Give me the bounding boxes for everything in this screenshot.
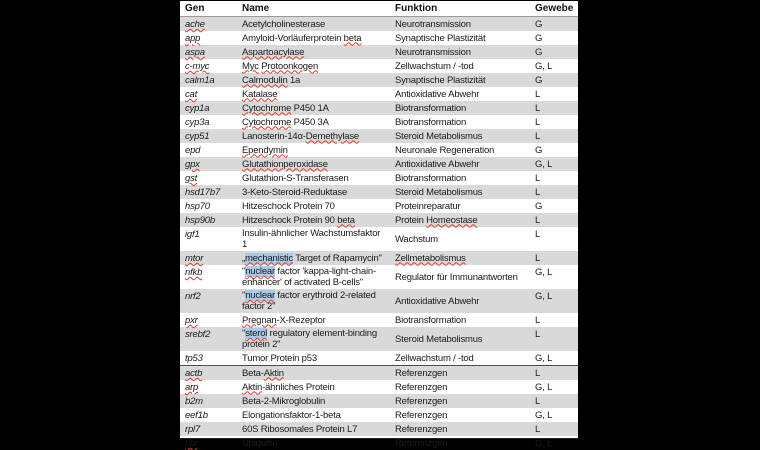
- gene-name-text: Ependymin: [242, 145, 288, 156]
- table-row: [180, 59, 578, 73]
- gene-symbol: hsp70: [185, 201, 210, 212]
- table-row: [180, 213, 578, 227]
- gene-name-text: Tumor Protein p53: [242, 353, 317, 364]
- function-text: Regulator für Immunantworten: [395, 272, 518, 283]
- function-cell: [390, 422, 530, 436]
- gene-name-cell: [237, 422, 390, 436]
- function-cell: [390, 436, 530, 450]
- gene-symbol: mtor: [185, 253, 203, 264]
- function-cell: [390, 251, 530, 265]
- gene-name-text: Aktin: [242, 382, 262, 393]
- table-row: [180, 408, 578, 422]
- gene-symbol-cell: [180, 185, 237, 199]
- function-text: Antioxidative Abwehr: [395, 89, 479, 100]
- table-row: [180, 366, 578, 381]
- function-cell: [390, 199, 530, 213]
- table-row: [180, 129, 578, 143]
- tissue-cell: G, L: [530, 436, 578, 450]
- function-text: Referenzgen: [395, 410, 447, 421]
- gene-symbol: cyp51: [185, 131, 209, 142]
- function-cell: [390, 213, 530, 227]
- table-row: [180, 157, 578, 171]
- gene-symbol: igf1: [185, 229, 200, 240]
- gene-symbol: srebf2: [185, 329, 210, 340]
- table-row: [180, 351, 578, 366]
- table-row: [180, 171, 578, 185]
- function-cell: [390, 101, 530, 115]
- gene-name-cell: [237, 129, 390, 143]
- tissue-cell: G, L: [530, 157, 578, 171]
- table-row: [180, 73, 578, 87]
- function-text: Referenzgen: [395, 396, 447, 407]
- gene-name-text: beta: [344, 33, 362, 44]
- function-text: Referenzgen: [395, 368, 447, 379]
- gene-symbol-cell: [180, 436, 237, 450]
- gene-name-cell: [237, 171, 390, 185]
- gene-name-cell: [237, 289, 390, 313]
- gene-symbol-cell: [180, 199, 237, 213]
- gene-name-text: „: [242, 253, 245, 264]
- function-text: Antioxidative Abwehr: [395, 296, 479, 307]
- gene-symbol: hsd17b7: [185, 187, 220, 198]
- gene-name-text: Aktin: [264, 368, 284, 379]
- gene-name-text: Acetylcholinesterase: [242, 19, 325, 30]
- tissue-cell: L: [530, 101, 578, 115]
- function-cell: [390, 17, 530, 32]
- gene-symbol: pxr: [185, 315, 198, 326]
- gene-symbol: hsp90b: [185, 215, 215, 226]
- gene-name-text: Protoonkogen: [261, 61, 318, 72]
- gene-symbol: actb: [185, 368, 202, 379]
- gene-name-cell: [237, 408, 390, 422]
- gene-symbol-cell: [180, 31, 237, 45]
- table-row: [180, 87, 578, 101]
- gene-name-cell: [237, 351, 390, 366]
- gene-symbol-cell: [180, 45, 237, 59]
- tissue-cell: G, L: [530, 351, 578, 366]
- function-cell: [390, 73, 530, 87]
- function-cell: [390, 227, 530, 251]
- table-row: [180, 265, 578, 289]
- highlighted-term: mechanistic: [245, 253, 293, 264]
- table-row: [180, 227, 578, 251]
- gene-name-cell: [237, 213, 390, 227]
- function-text: Synaptische Plastizität: [395, 75, 485, 86]
- function-cell: [390, 87, 530, 101]
- gene-name-text: ": [242, 266, 245, 277]
- gene-symbol: cyp3a: [185, 117, 209, 128]
- function-text: Zellwachstum / -tod: [395, 353, 474, 364]
- gene-symbol: cat: [185, 89, 197, 100]
- gene-name-cell: [237, 313, 390, 327]
- function-cell: [390, 394, 530, 408]
- gene-symbol-cell: [180, 251, 237, 265]
- table-row: [180, 436, 578, 450]
- function-text: Synaptische Plastizität: [395, 33, 485, 44]
- function-text: Steroid Metabolismus: [395, 187, 482, 198]
- function-text: Neuronale Regeneration: [395, 145, 494, 156]
- gene-symbol: calm1a: [185, 75, 214, 86]
- function-cell: [390, 380, 530, 394]
- function-cell: [390, 366, 530, 381]
- tissue-cell: G: [530, 73, 578, 87]
- column-header-gen: Gen: [180, 1, 237, 17]
- gene-name-text: 1a: [288, 75, 301, 86]
- function-text: Biotransformation: [395, 315, 466, 326]
- function-cell: [390, 408, 530, 422]
- gene-symbol-cell: [180, 366, 237, 381]
- gene-name-text: beta: [337, 215, 355, 226]
- gene-symbol-cell: [180, 17, 237, 32]
- gene-name-cell: [237, 251, 390, 265]
- gene-name-cell: [237, 45, 390, 59]
- tissue-cell: L: [530, 394, 578, 408]
- function-cell: [390, 171, 530, 185]
- gene-symbol-cell: [180, 115, 237, 129]
- table-header-row: [180, 1, 578, 17]
- function-cell: [390, 59, 530, 73]
- table-row: [180, 313, 578, 327]
- table-row: [180, 101, 578, 115]
- gene-symbol: eef1b: [185, 410, 208, 421]
- function-text: Homeostase: [426, 215, 477, 226]
- tissue-cell: L: [530, 366, 578, 381]
- function-text: Zellmetabolismus: [395, 253, 466, 264]
- gene-name-cell: [237, 199, 390, 213]
- tissue-cell: G, L: [530, 59, 578, 73]
- gene-symbol-cell: [180, 101, 237, 115]
- gene-name-cell: [237, 59, 390, 73]
- tissue-cell: G: [530, 45, 578, 59]
- gene-symbol: rpl7: [185, 424, 200, 435]
- function-text: Biotransformation: [395, 117, 466, 128]
- table-row: [180, 185, 578, 199]
- gene-symbol: nrf2: [185, 291, 201, 302]
- gene-name-text: Beta-: [242, 368, 264, 379]
- gene-symbol: arp: [185, 382, 198, 393]
- gene-name-text: Ubiquitin: [242, 438, 277, 449]
- gene-name-cell: [237, 394, 390, 408]
- tissue-cell: G, L: [530, 408, 578, 422]
- column-header-name: Name: [237, 1, 390, 17]
- function-text: Referenzgen: [395, 382, 447, 393]
- gene-name-cell: [237, 101, 390, 115]
- tissue-cell: G: [530, 199, 578, 213]
- gene-name-text: Katalase: [242, 89, 277, 100]
- table-row: [180, 394, 578, 408]
- column-header-gewebe: Gewebe: [530, 1, 578, 17]
- gene-name-text: Cytochrome: [242, 103, 291, 114]
- gene-name-cell: [237, 73, 390, 87]
- gene-name-text: regulatory element-binding protein 2": [242, 328, 377, 350]
- gene-name-text: Pregnan: [242, 315, 277, 326]
- gene-name-cell: [237, 327, 390, 351]
- tissue-cell: L: [530, 115, 578, 129]
- gene-symbol-cell: [180, 422, 237, 436]
- gene-name-cell: [237, 366, 390, 381]
- gene-symbol-cell: [180, 408, 237, 422]
- column-header-funktion: Funktion: [390, 1, 530, 17]
- highlighted-term: nuclear: [245, 266, 275, 277]
- function-text: Proteinreparatur: [395, 201, 460, 212]
- function-cell: [390, 45, 530, 59]
- tissue-cell: G: [530, 17, 578, 32]
- function-text: Referenzgen: [395, 424, 447, 435]
- gene-name-text: factor 'kappa-light-chain-enhancer' of activated B-cells": [242, 266, 376, 288]
- gene-symbol-cell: [180, 289, 237, 313]
- gene-name-cell: [237, 143, 390, 157]
- function-text: Wachstum: [395, 234, 438, 245]
- table-row: [180, 17, 578, 32]
- tissue-cell: G: [530, 31, 578, 45]
- table-row: [180, 143, 578, 157]
- gene-name-text: -ähnliches Protein: [262, 382, 334, 393]
- function-text: Biotransformation: [395, 173, 466, 184]
- gene-name-text: Aspartoacylase: [242, 47, 304, 58]
- table-row: [180, 199, 578, 213]
- gene-table-body: [180, 17, 578, 450]
- function-cell: [390, 313, 530, 327]
- gene-symbol: gpx: [185, 159, 200, 170]
- tissue-cell: L: [530, 185, 578, 199]
- table-row: [180, 115, 578, 129]
- gene-symbol-cell: [180, 59, 237, 73]
- gene-name-cell: [237, 227, 390, 251]
- tissue-cell: G, L: [530, 289, 578, 313]
- gene-name-text: P450 3A: [291, 117, 329, 128]
- function-text: Neurotransmission: [395, 47, 471, 58]
- table-row: [180, 289, 578, 313]
- gene-name-text: Lanosterin-14α-: [242, 131, 306, 142]
- gene-symbol-cell: [180, 171, 237, 185]
- gene-symbol-cell: [180, 157, 237, 171]
- function-cell: [390, 31, 530, 45]
- function-text: Referenzgen: [395, 438, 447, 449]
- highlighted-term: sterol: [245, 328, 267, 339]
- gene-name-text: Glutathion-S-Transferasen: [242, 173, 349, 184]
- gene-symbol: nfkb: [185, 267, 202, 278]
- table-row: [180, 45, 578, 59]
- gene-name-text: Cytochrome: [242, 117, 291, 128]
- gene-symbol-cell: [180, 129, 237, 143]
- tissue-cell: L: [530, 422, 578, 436]
- gene-symbol: app: [185, 33, 200, 44]
- gene-name-text: P450 1A: [291, 103, 329, 114]
- gene-symbol-cell: [180, 380, 237, 394]
- gene-symbol: cyp1a: [185, 103, 209, 114]
- document-page: [180, 0, 578, 439]
- gene-symbol-cell: [180, 213, 237, 227]
- gene-name-cell: [237, 87, 390, 101]
- gene-name-text: Hitzeschock Protein 70: [242, 201, 335, 212]
- gene-symbol: b2m: [185, 396, 203, 407]
- function-cell: [390, 327, 530, 351]
- gene-symbol-cell: [180, 351, 237, 366]
- highlighted-term: nuclear: [245, 290, 275, 301]
- gene-name-cell: [237, 115, 390, 129]
- function-cell: [390, 185, 530, 199]
- gene-symbol: ache: [185, 19, 205, 30]
- gene-symbol: c-myc: [185, 61, 209, 72]
- gene-table: [180, 1, 578, 450]
- function-text: Biotransformation: [395, 103, 466, 114]
- function-text: Antioxidative Abwehr: [395, 159, 479, 170]
- tissue-cell: L: [530, 327, 578, 351]
- tissue-cell: L: [530, 129, 578, 143]
- tissue-cell: L: [530, 227, 578, 251]
- gene-name-text: Demethylase: [306, 131, 359, 142]
- gene-name-text: Hitzeschock Protein 90: [242, 215, 337, 226]
- function-text: Steroid Metabolismus: [395, 334, 482, 345]
- gene-name-text: factor erythroid 2-related factor 2": [242, 290, 376, 312]
- tissue-cell: L: [530, 213, 578, 227]
- gene-symbol-cell: [180, 143, 237, 157]
- gene-symbol: aspa: [185, 47, 205, 58]
- gene-name-text: Beta-2-Mikroglobulin: [242, 396, 325, 407]
- gene-symbol-cell: [180, 394, 237, 408]
- gene-name-text: ": [242, 290, 245, 301]
- gene-name-text: ": [242, 328, 245, 339]
- gene-name-cell: [237, 436, 390, 450]
- gene-symbol-cell: [180, 265, 237, 289]
- tissue-cell: L: [530, 313, 578, 327]
- gene-symbol: tp53: [185, 353, 203, 364]
- tissue-cell: L: [530, 87, 578, 101]
- table-row: [180, 251, 578, 265]
- gene-symbol-cell: [180, 87, 237, 101]
- gene-symbol: gst: [185, 173, 197, 184]
- gene-name-text: 3-Keto-Steroid-Reduktase: [242, 187, 347, 198]
- function-cell: [390, 265, 530, 289]
- gene-name-text: 60S Ribosomales Protein L7: [242, 424, 357, 435]
- tissue-cell: L: [530, 251, 578, 265]
- gene-symbol-cell: [180, 313, 237, 327]
- function-text: Neurotransmission: [395, 19, 471, 30]
- gene-name-text: Calmodulin: [242, 75, 288, 86]
- gene-name-text: Amyloid-Vorläuferprotein: [242, 33, 344, 44]
- gene-name-cell: [237, 380, 390, 394]
- gene-name-text: -X-Rezeptor: [277, 315, 326, 326]
- gene-name-cell: [237, 17, 390, 32]
- table-row: [180, 31, 578, 45]
- gene-name-cell: [237, 265, 390, 289]
- gene-name-text: Elongationsfaktor-1-beta: [242, 410, 341, 421]
- gene-symbol-cell: [180, 227, 237, 251]
- gene-name-text: Myc: [242, 61, 259, 72]
- function-cell: [390, 115, 530, 129]
- gene-name-cell: [237, 31, 390, 45]
- gene-name-cell: [237, 157, 390, 171]
- function-text: Zellwachstum / -tod: [395, 61, 474, 72]
- gene-name-cell: [237, 185, 390, 199]
- tissue-cell: G, L: [530, 265, 578, 289]
- gene-symbol: epd: [185, 145, 200, 156]
- tissue-cell: L: [530, 171, 578, 185]
- table-row: [180, 327, 578, 351]
- tissue-cell: G, L: [530, 380, 578, 394]
- function-cell: [390, 289, 530, 313]
- tissue-cell: G: [530, 143, 578, 157]
- gene-symbol-cell: [180, 327, 237, 351]
- gene-symbol-cell: [180, 73, 237, 87]
- function-cell: [390, 157, 530, 171]
- table-row: [180, 422, 578, 436]
- function-text: Steroid Metabolismus: [395, 131, 482, 142]
- function-text: Protein: [395, 215, 426, 226]
- gene-name-text: Glutathionperoxidase: [242, 159, 328, 170]
- function-cell: [390, 143, 530, 157]
- function-cell: [390, 129, 530, 143]
- gene-name-text: Insulin-ähnlicher Wachstumsfaktor 1: [242, 228, 380, 250]
- gene-name-text: Target of Rapamycin": [293, 253, 382, 264]
- gene-symbol: ubi: [185, 438, 197, 449]
- function-cell: [390, 351, 530, 366]
- table-row: [180, 380, 578, 394]
